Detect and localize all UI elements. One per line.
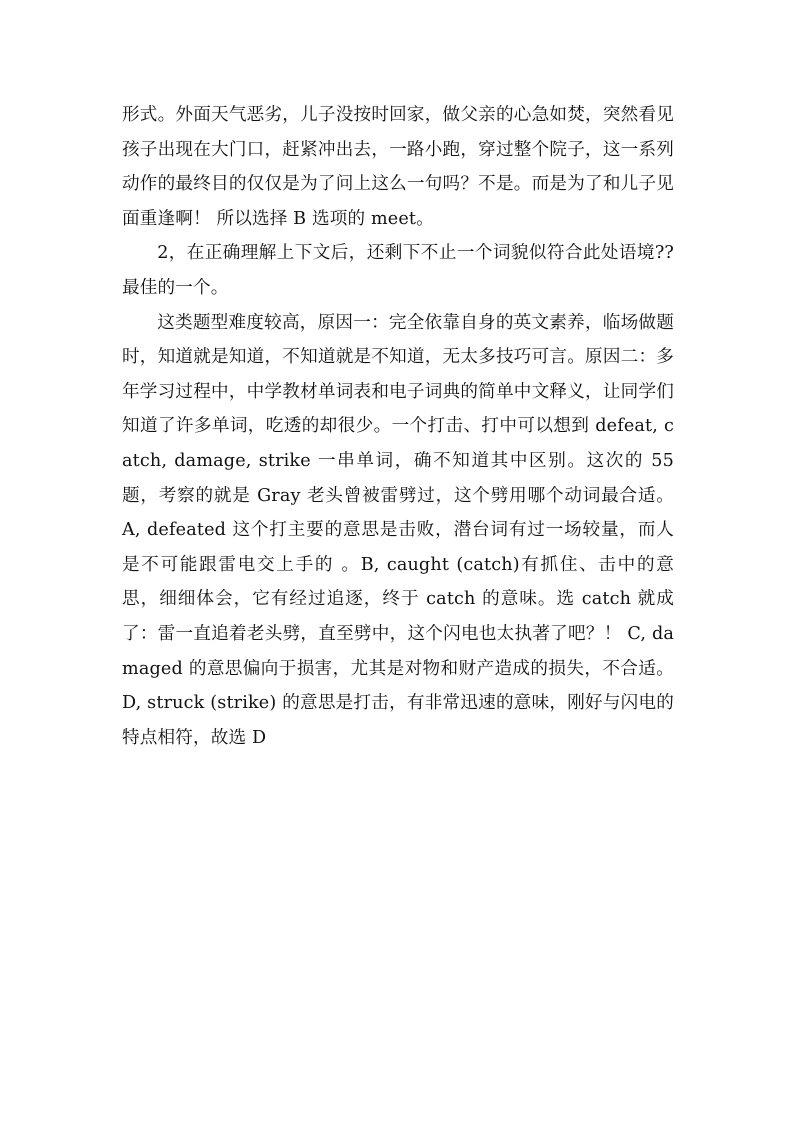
- paragraph-2: 2，在正确理解上下文后，还剩下不止一个词貌似符合此处语境??最佳的一个。: [122, 243, 674, 298]
- paragraph-3: 这类题型难度较高，原因一：完全依靠自身的英文素养，临场做题时，知道就是知道，不知道就是不知道，无太多技巧可言。原因二：多年学习过程中，中学教材单词表和电子词典的简单中文释义，让同学们知道了许多单词，吃透的却很少。一个打击、打中可以想到 defeat, catch, damage, strike 一串单词，确不知道其中区别。这次的 55 题，考察的就是 Gray 老头曾被雷劈过，这个劈用哪个动词最合适。 A, defeated 这个打主要的意思是击败，潜台词有过一场较量，而人是不可能跟雷电交上手的 。B, caught (catch)有抓住、击中的意思，细细体会，它有经过追逐，终于 catch 的意味。选 catch 就成了：雷一直追着老头劈，直至劈中，这个闪电也太执著了吧？！ C, damaged 的意思偏向于损害，尤其是对物和财产造成的损失，不合适。 D, struck (strike) 的意思是打击，有非常迅速的意味，刚好与闪电的特点相符，故选 D: [122, 312, 674, 748]
- paragraph-1: 形式。外面天气恶劣，儿子没按时回家，做父亲的心急如焚，突然看见孩子出现在大门口，赶紧冲出去，一路小跑，穿过整个院子，这一系列动作的最终目的仅仅是为了问上这么一句吗？不是。而是为了和儿子见面重逢啊！ 所以选择 B 选项的 meet。: [122, 105, 674, 229]
- document-body: [122, 98, 674, 755]
